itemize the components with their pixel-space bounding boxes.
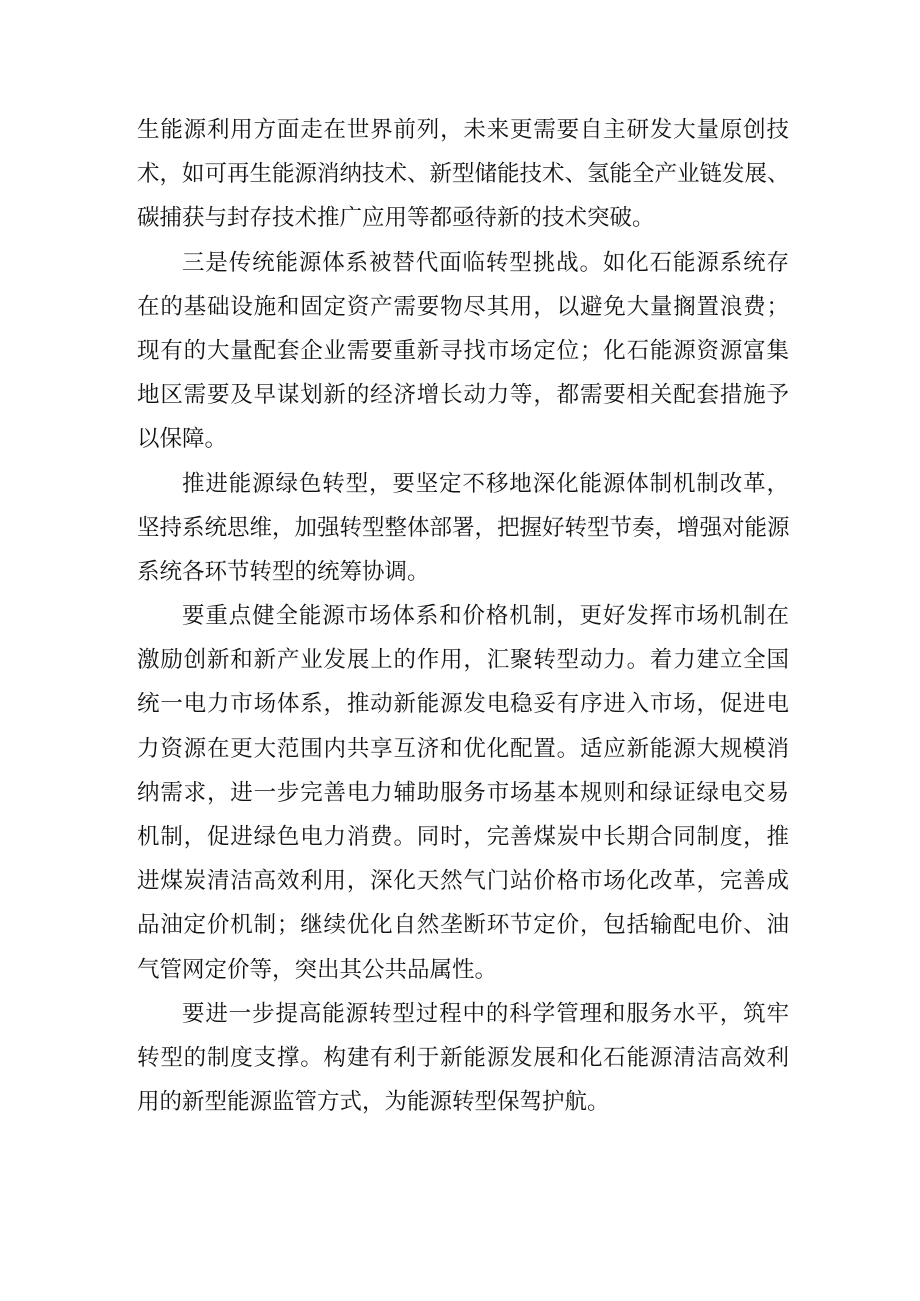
text-line: 进煤炭清洁高效利用，深化天然气门站价格市场化改革，完善成 xyxy=(137,868,789,895)
text-line: 统一电力市场体系，推动新能源发电稳妥有序进入市场，促进电 xyxy=(137,691,789,718)
text-line: 气管网定价等，突出其公共品属性。 xyxy=(137,956,498,983)
text-line: 纳需求，进一步完善电力辅助服务市场基本规则和绿证绿电交易 xyxy=(137,779,789,806)
text-line: 以保障。 xyxy=(137,426,228,453)
text-line: 要进一步提高能源转型过程中的科学管理和服务水平，筑牢 xyxy=(182,1000,789,1027)
text-line: 激励创新和新产业发展上的作用，汇聚转型动力。着力建立全国 xyxy=(137,647,789,674)
text-line: 坚持系统思维，加强转型整体部署，把握好转型节奏，增强对能源 xyxy=(137,514,790,541)
text-line: 机制，促进绿色电力消费。同时，完善煤炭中长期合同制度，推 xyxy=(137,824,789,850)
text-line: 现有的大量配套企业需要重新寻找市场定位；化石能源资源富集 xyxy=(137,337,789,364)
text-line: 系统各环节转型的统筹协调。 xyxy=(137,558,430,585)
paragraph-3 xyxy=(137,462,789,595)
text-line: 碳捕获与封存技术推广应用等都亟待新的技术突破。 xyxy=(137,205,655,232)
paragraph-4 xyxy=(137,594,789,992)
paragraph-1 xyxy=(137,108,789,241)
text-line: 转型的制度支撑。构建有利于新能源发展和化石能源清洁高效利 xyxy=(137,1044,789,1071)
text-line: 在的基础设施和固定资产需要物尽其用，以避免大量搁置浪费； xyxy=(137,293,789,320)
paragraph-2 xyxy=(137,241,789,462)
text-line: 品油定价机制；继续优化自然垄断环节定价，包括输配电价、油 xyxy=(137,912,789,939)
text-line: 三是传统能源体系被替代面临转型挑战。如化石能源系统存 xyxy=(182,249,789,276)
text-line: 要重点健全能源市场体系和价格机制，更好发挥市场机制在 xyxy=(182,603,789,630)
text-line: 地区需要及早谋划新的经济增长动力等，都需要相关配套措施予 xyxy=(137,382,789,409)
text-line: 推进能源绿色转型，要坚定不移地深化能源体制机制改革， xyxy=(182,470,789,497)
text-line: 力资源在更大范围内共享互济和优化配置。适应新能源大规模消 xyxy=(137,735,789,762)
text-line: 用的新型能源监管方式，为能源转型保驾护航。 xyxy=(137,1089,610,1116)
document-body xyxy=(137,108,789,1124)
paragraph-5 xyxy=(137,992,789,1125)
text-line: 生能源利用方面走在世界前列，未来更需要自主研发大量原创技 xyxy=(137,117,789,143)
text-line: 术，如可再生能源消纳技术、新型储能技术、氢能全产业链发展、 xyxy=(137,161,790,188)
